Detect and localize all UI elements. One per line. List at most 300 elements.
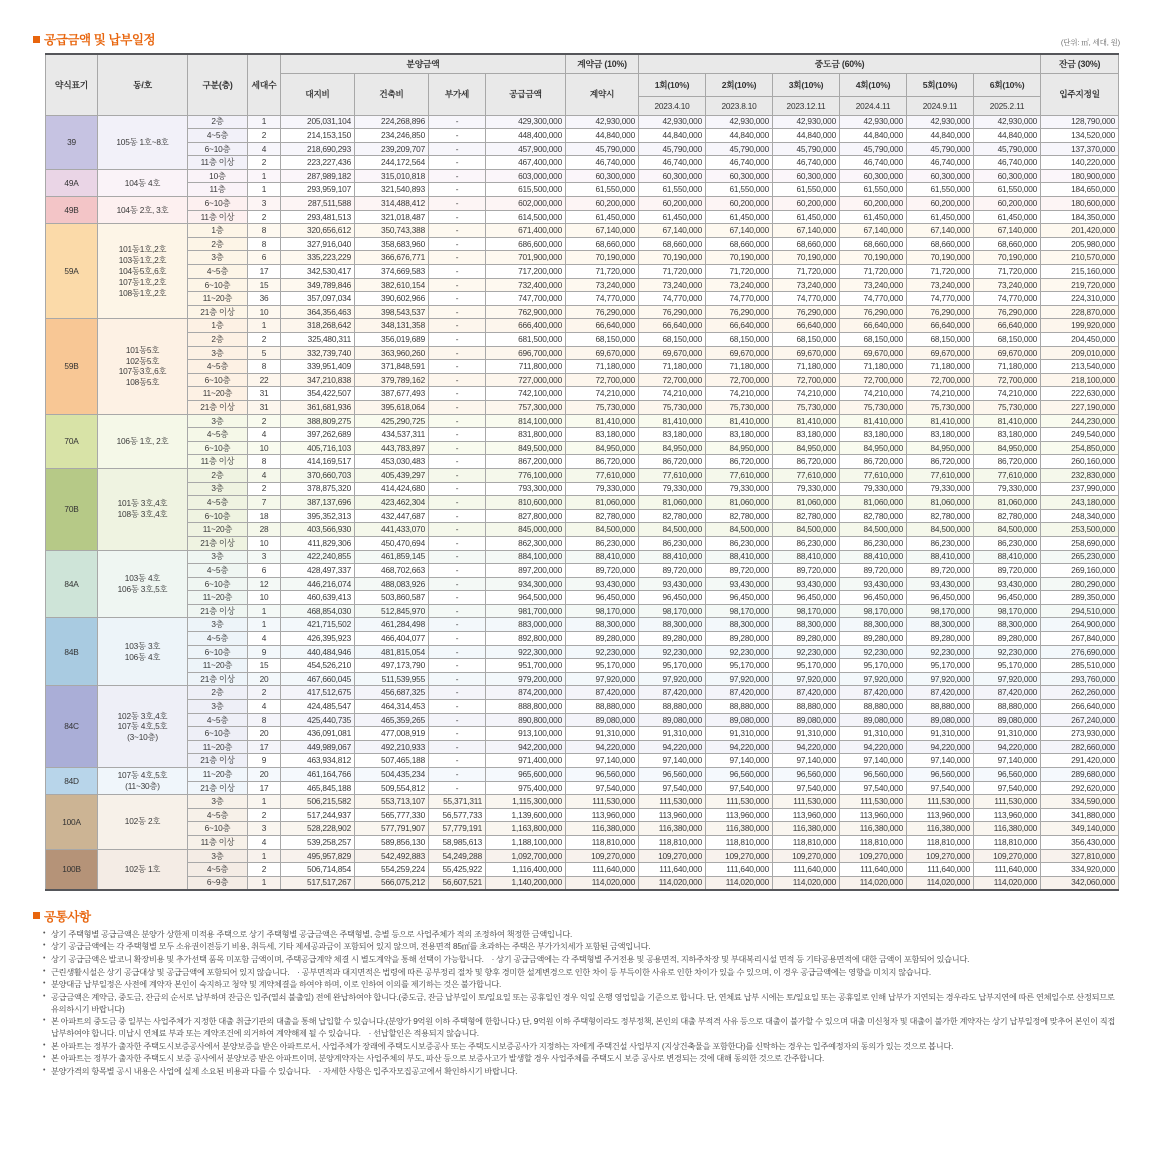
cell-interim-payment-4: 70,190,000 — [840, 251, 907, 265]
col-header-sale-group: 분양금액 — [281, 54, 566, 73]
cell-interim-payment-6: 68,150,000 — [974, 333, 1041, 347]
cell-interim-payment-2: 89,080,000 — [706, 713, 773, 727]
cell-vat: 55,425,922 — [429, 863, 486, 877]
cell-interim-payment-6: 118,810,000 — [974, 835, 1041, 849]
cell-interim-payment-4: 89,720,000 — [840, 564, 907, 578]
cell-balance-payment: 327,810,000 — [1041, 849, 1119, 863]
cell-contract-payment: 86,720,000 — [566, 455, 639, 469]
cell-interim-payment-6: 60,300,000 — [974, 169, 1041, 183]
cell-interim-payment-3: 83,180,000 — [773, 428, 840, 442]
cell-contract-payment: 84,500,000 — [566, 523, 639, 537]
cell-household-count: 10 — [248, 591, 281, 605]
cell-household-count: 9 — [248, 645, 281, 659]
table-row — [46, 808, 1119, 822]
cell-interim-payment-4: 82,780,000 — [840, 509, 907, 523]
cell-interim-payment-6: 93,430,000 — [974, 577, 1041, 591]
cell-interim-payment-1: 81,410,000 — [639, 414, 706, 428]
cell-construction-cost: 371,848,591 — [355, 360, 429, 374]
table-row — [46, 754, 1119, 768]
cell-vat: - — [429, 591, 486, 605]
price-table-wrap — [45, 53, 1120, 891]
table-row — [46, 835, 1119, 849]
cell-supply-price: 732,400,000 — [486, 278, 566, 292]
cell-interim-payment-1: 111,640,000 — [639, 863, 706, 877]
cell-type-label: 49B — [46, 197, 98, 224]
cell-interim-payment-4: 96,560,000 — [840, 768, 907, 782]
cell-interim-payment-6: 42,930,000 — [974, 115, 1041, 129]
table-row — [46, 210, 1119, 224]
cell-interim-payment-4: 83,180,000 — [840, 428, 907, 442]
cell-interim-payment-2: 74,770,000 — [706, 292, 773, 306]
table-row — [46, 672, 1119, 686]
cell-land-cost: 436,091,081 — [281, 727, 355, 741]
cell-land-cost: 403,566,930 — [281, 523, 355, 537]
cell-vat: - — [429, 373, 486, 387]
cell-interim-payment-5: 86,720,000 — [907, 455, 974, 469]
col-header-dongho: 동/호 — [98, 54, 188, 115]
cell-supply-price: 603,000,000 — [486, 169, 566, 183]
cell-interim-payment-1: 84,950,000 — [639, 441, 706, 455]
cell-land-cost: 347,210,838 — [281, 373, 355, 387]
cell-floor-range: 3층 — [188, 482, 248, 496]
cell-interim-payment-6: 46,740,000 — [974, 156, 1041, 170]
cell-interim-payment-6: 111,640,000 — [974, 863, 1041, 877]
cell-interim-payment-1: 74,210,000 — [639, 387, 706, 401]
cell-land-cost: 528,228,902 — [281, 822, 355, 836]
cell-interim-payment-1: 89,080,000 — [639, 713, 706, 727]
cell-balance-payment: 280,290,000 — [1041, 577, 1119, 591]
cell-floor-range: 4~5층 — [188, 129, 248, 143]
cell-floor-range: 11층 이상 — [188, 156, 248, 170]
cell-contract-payment: 61,450,000 — [566, 210, 639, 224]
cell-construction-cost: 348,131,358 — [355, 319, 429, 333]
cell-interim-payment-3: 97,540,000 — [773, 781, 840, 795]
cell-interim-payment-3: 96,450,000 — [773, 591, 840, 605]
cell-interim-payment-4: 84,950,000 — [840, 441, 907, 455]
cell-floor-range: 11~20층 — [188, 523, 248, 537]
cell-supply-price: 696,700,000 — [486, 346, 566, 360]
cell-supply-price: 727,000,000 — [486, 373, 566, 387]
cell-balance-payment: 266,640,000 — [1041, 700, 1119, 714]
table-row — [46, 768, 1119, 782]
cell-land-cost: 223,227,436 — [281, 156, 355, 170]
cell-supply-price: 701,900,000 — [486, 251, 566, 265]
cell-floor-range: 6~10층 — [188, 278, 248, 292]
cell-interim-payment-6: 61,550,000 — [974, 183, 1041, 197]
cell-interim-payment-3: 93,430,000 — [773, 577, 840, 591]
cell-land-cost: 293,481,513 — [281, 210, 355, 224]
cell-land-cost: 332,739,740 — [281, 346, 355, 360]
cell-household-count: 2 — [248, 686, 281, 700]
col-header-vat: 부가세 — [429, 73, 486, 115]
cell-interim-payment-3: 68,150,000 — [773, 333, 840, 347]
cell-supply-price: 747,700,000 — [486, 292, 566, 306]
cell-interim-payment-2: 94,220,000 — [706, 740, 773, 754]
cell-interim-payment-3: 76,290,000 — [773, 305, 840, 319]
cell-supply-price: 793,300,000 — [486, 482, 566, 496]
cell-floor-range: 2층 — [188, 686, 248, 700]
cell-interim-payment-5: 74,770,000 — [907, 292, 974, 306]
cell-balance-payment: 262,260,000 — [1041, 686, 1119, 700]
cell-land-cost: 424,485,547 — [281, 700, 355, 714]
cell-land-cost: 378,875,320 — [281, 482, 355, 496]
cell-type-label: 100B — [46, 849, 98, 890]
cell-supply-price: 448,400,000 — [486, 129, 566, 143]
table-row — [46, 577, 1119, 591]
notes-title — [33, 907, 1120, 925]
cell-floor-range: 6~9층 — [188, 876, 248, 890]
notes-bullet-icon — [33, 912, 40, 919]
cell-supply-price: 762,900,000 — [486, 305, 566, 319]
cell-household-count: 31 — [248, 387, 281, 401]
cell-land-cost: 325,480,311 — [281, 333, 355, 347]
cell-interim-payment-5: 60,300,000 — [907, 169, 974, 183]
cell-interim-payment-3: 95,170,000 — [773, 659, 840, 673]
cell-interim-payment-1: 75,730,000 — [639, 400, 706, 414]
cell-interim-payment-1: 88,880,000 — [639, 700, 706, 714]
cell-household-count: 1 — [248, 604, 281, 618]
cell-interim-payment-2: 111,530,000 — [706, 795, 773, 809]
cell-vat: 56,577,733 — [429, 808, 486, 822]
cell-contract-payment: 75,730,000 — [566, 400, 639, 414]
cell-contract-payment: 81,410,000 — [566, 414, 639, 428]
cell-interim-payment-3: 61,550,000 — [773, 183, 840, 197]
cell-interim-payment-4: 92,230,000 — [840, 645, 907, 659]
cell-household-count: 4 — [248, 700, 281, 714]
cell-vat: 54,249,288 — [429, 849, 486, 863]
cell-interim-payment-1: 61,450,000 — [639, 210, 706, 224]
cell-land-cost: 422,240,855 — [281, 550, 355, 564]
cell-construction-cost: 509,554,812 — [355, 781, 429, 795]
cell-interim-payment-1: 74,770,000 — [639, 292, 706, 306]
cell-supply-price: 757,300,000 — [486, 400, 566, 414]
cell-vat: 58,985,613 — [429, 835, 486, 849]
cell-balance-payment: 267,240,000 — [1041, 713, 1119, 727]
cell-interim-payment-5: 73,240,000 — [907, 278, 974, 292]
cell-interim-payment-1: 86,720,000 — [639, 455, 706, 469]
cell-interim-payment-3: 69,670,000 — [773, 346, 840, 360]
cell-household-count: 9 — [248, 754, 281, 768]
cell-floor-range: 4~5층 — [188, 428, 248, 442]
cell-interim-payment-1: 70,190,000 — [639, 251, 706, 265]
cell-interim-payment-5: 88,300,000 — [907, 618, 974, 632]
cell-interim-payment-4: 60,300,000 — [840, 169, 907, 183]
cell-interim-payment-1: 93,430,000 — [639, 577, 706, 591]
cell-interim-payment-6: 60,200,000 — [974, 197, 1041, 211]
cell-floor-range: 3층 — [188, 795, 248, 809]
cell-interim-payment-6: 109,270,000 — [974, 849, 1041, 863]
cell-interim-payment-1: 61,550,000 — [639, 183, 706, 197]
cell-household-count: 3 — [248, 197, 281, 211]
cell-household-count: 8 — [248, 224, 281, 238]
cell-interim-payment-3: 89,080,000 — [773, 713, 840, 727]
col-header-interim-date-5: 2024.9.11 — [907, 96, 974, 115]
cell-construction-cost: 443,783,897 — [355, 441, 429, 455]
cell-contract-payment: 97,140,000 — [566, 754, 639, 768]
cell-floor-range: 21층 이상 — [188, 672, 248, 686]
cell-balance-payment: 243,180,000 — [1041, 496, 1119, 510]
cell-interim-payment-5: 83,180,000 — [907, 428, 974, 442]
col-header-interim-date-1: 2023.4.10 — [639, 96, 706, 115]
cell-interim-payment-1: 46,740,000 — [639, 156, 706, 170]
cell-land-cost: 440,484,946 — [281, 645, 355, 659]
table-row — [46, 156, 1119, 170]
cell-interim-payment-6: 88,410,000 — [974, 550, 1041, 564]
cell-balance-payment: 184,650,000 — [1041, 183, 1119, 197]
cell-contract-payment: 92,230,000 — [566, 645, 639, 659]
cell-vat: - — [429, 265, 486, 279]
cell-supply-price: 884,100,000 — [486, 550, 566, 564]
cell-interim-payment-6: 86,720,000 — [974, 455, 1041, 469]
cell-interim-payment-4: 96,450,000 — [840, 591, 907, 605]
cell-supply-price: 965,600,000 — [486, 768, 566, 782]
cell-supply-price: 686,600,000 — [486, 237, 566, 251]
notes-title-text: 공통사항 — [44, 909, 91, 924]
cell-balance-payment: 267,840,000 — [1041, 632, 1119, 646]
cell-interim-payment-1: 73,240,000 — [639, 278, 706, 292]
cell-interim-payment-6: 98,170,000 — [974, 604, 1041, 618]
cell-contract-payment: 89,720,000 — [566, 564, 639, 578]
cell-interim-payment-6: 113,960,000 — [974, 808, 1041, 822]
cell-interim-payment-4: 111,640,000 — [840, 863, 907, 877]
table-row — [46, 414, 1119, 428]
cell-contract-payment: 76,290,000 — [566, 305, 639, 319]
cell-interim-payment-6: 79,330,000 — [974, 482, 1041, 496]
cell-household-count: 4 — [248, 142, 281, 156]
cell-interim-payment-2: 76,290,000 — [706, 305, 773, 319]
cell-interim-payment-4: 81,060,000 — [840, 496, 907, 510]
cell-vat: - — [429, 468, 486, 482]
cell-interim-payment-1: 89,720,000 — [639, 564, 706, 578]
cell-household-count: 4 — [248, 632, 281, 646]
cell-interim-payment-5: 95,170,000 — [907, 659, 974, 673]
cell-interim-payment-4: 89,280,000 — [840, 632, 907, 646]
cell-interim-payment-6: 84,950,000 — [974, 441, 1041, 455]
cell-floor-range: 1층 — [188, 319, 248, 333]
cell-balance-payment: 137,370,000 — [1041, 142, 1119, 156]
cell-household-count: 2 — [248, 129, 281, 143]
cell-floor-range: 3층 — [188, 618, 248, 632]
cell-land-cost: 467,660,045 — [281, 672, 355, 686]
cell-land-cost: 428,497,337 — [281, 564, 355, 578]
cell-type-label: 59A — [46, 224, 98, 319]
cell-contract-payment: 68,660,000 — [566, 237, 639, 251]
cell-supply-price: 1,163,800,000 — [486, 822, 566, 836]
cell-interim-payment-3: 118,810,000 — [773, 835, 840, 849]
cell-construction-cost: 512,845,970 — [355, 604, 429, 618]
cell-floor-range: 11~20층 — [188, 387, 248, 401]
table-row — [46, 659, 1119, 673]
cell-floor-range: 11층 이상 — [188, 210, 248, 224]
cell-supply-price: 975,400,000 — [486, 781, 566, 795]
table-row — [46, 441, 1119, 455]
cell-land-cost: 214,153,150 — [281, 129, 355, 143]
cell-vat: - — [429, 129, 486, 143]
cell-interim-payment-1: 89,280,000 — [639, 632, 706, 646]
cell-household-count: 10 — [248, 536, 281, 550]
cell-balance-payment: 285,510,000 — [1041, 659, 1119, 673]
cell-floor-range: 1층 — [188, 224, 248, 238]
col-header-interim-1: 1회(10%) — [639, 73, 706, 96]
cell-type-label: 49A — [46, 169, 98, 196]
cell-supply-price: 1,188,100,000 — [486, 835, 566, 849]
cell-supply-price: 888,800,000 — [486, 700, 566, 714]
table-row — [46, 496, 1119, 510]
note-item: • 상기 주택형별 공급금액은 분양가 상한제 미적용 주택으로 상기 주택형별 공급금액은 주택형별, 층별 등으로 사업주체가 적의 조정하여 책정한 금액입니다. — [43, 929, 1120, 941]
cell-contract-payment: 71,180,000 — [566, 360, 639, 374]
cell-household-count: 6 — [248, 251, 281, 265]
cell-construction-cost: 395,618,064 — [355, 400, 429, 414]
cell-contract-payment: 91,310,000 — [566, 727, 639, 741]
cell-interim-payment-4: 61,550,000 — [840, 183, 907, 197]
cell-contract-payment: 89,280,000 — [566, 632, 639, 646]
cell-contract-payment: 67,140,000 — [566, 224, 639, 238]
cell-interim-payment-4: 97,140,000 — [840, 754, 907, 768]
cell-construction-cost: 314,488,412 — [355, 197, 429, 211]
cell-supply-price: 671,400,000 — [486, 224, 566, 238]
cell-supply-price: 1,140,200,000 — [486, 876, 566, 890]
cell-land-cost: 339,951,409 — [281, 360, 355, 374]
cell-interim-payment-6: 82,780,000 — [974, 509, 1041, 523]
cell-interim-payment-6: 81,410,000 — [974, 414, 1041, 428]
col-header-interim-5: 5회(10%) — [907, 73, 974, 96]
cell-interim-payment-3: 92,230,000 — [773, 645, 840, 659]
cell-interim-payment-3: 87,420,000 — [773, 686, 840, 700]
cell-balance-payment: 292,620,000 — [1041, 781, 1119, 795]
cell-interim-payment-6: 88,880,000 — [974, 700, 1041, 714]
cell-vat: - — [429, 536, 486, 550]
cell-interim-payment-4: 71,180,000 — [840, 360, 907, 374]
cell-contract-payment: 94,220,000 — [566, 740, 639, 754]
cell-land-cost: 460,639,413 — [281, 591, 355, 605]
cell-contract-payment: 60,300,000 — [566, 169, 639, 183]
cell-interim-payment-2: 73,240,000 — [706, 278, 773, 292]
cell-interim-payment-1: 45,790,000 — [639, 142, 706, 156]
cell-household-count: 17 — [248, 740, 281, 754]
cell-interim-payment-2: 77,610,000 — [706, 468, 773, 482]
cell-construction-cost: 554,259,224 — [355, 863, 429, 877]
cell-interim-payment-2: 111,640,000 — [706, 863, 773, 877]
cell-interim-payment-4: 86,230,000 — [840, 536, 907, 550]
cell-interim-payment-4: 67,140,000 — [840, 224, 907, 238]
cell-interim-payment-6: 45,790,000 — [974, 142, 1041, 156]
cell-household-count: 7 — [248, 496, 281, 510]
cell-interim-payment-1: 96,450,000 — [639, 591, 706, 605]
cell-interim-payment-5: 111,530,000 — [907, 795, 974, 809]
cell-balance-payment: 228,870,000 — [1041, 305, 1119, 319]
cell-contract-payment: 82,780,000 — [566, 509, 639, 523]
cell-balance-payment: 248,340,000 — [1041, 509, 1119, 523]
table-row — [46, 292, 1119, 306]
cell-interim-payment-5: 92,230,000 — [907, 645, 974, 659]
cell-supply-price: 867,200,000 — [486, 455, 566, 469]
cell-interim-payment-2: 82,780,000 — [706, 509, 773, 523]
cell-land-cost: 405,716,103 — [281, 441, 355, 455]
cell-household-count: 1 — [248, 618, 281, 632]
cell-household-count: 2 — [248, 156, 281, 170]
cell-vat: 57,779,191 — [429, 822, 486, 836]
cell-interim-payment-1: 72,700,000 — [639, 373, 706, 387]
cell-construction-cost: 244,172,564 — [355, 156, 429, 170]
table-row — [46, 169, 1119, 183]
cell-construction-cost: 434,537,311 — [355, 428, 429, 442]
cell-interim-payment-4: 91,310,000 — [840, 727, 907, 741]
cell-construction-cost: 321,540,893 — [355, 183, 429, 197]
cell-interim-payment-6: 95,170,000 — [974, 659, 1041, 673]
cell-interim-payment-4: 97,540,000 — [840, 781, 907, 795]
cell-construction-cost: 239,209,707 — [355, 142, 429, 156]
cell-construction-cost: 382,610,154 — [355, 278, 429, 292]
cell-interim-payment-4: 118,810,000 — [840, 835, 907, 849]
cell-supply-price: 615,500,000 — [486, 183, 566, 197]
cell-interim-payment-2: 84,950,000 — [706, 441, 773, 455]
notes-section — [33, 907, 1120, 1078]
col-header-interim-date-6: 2025.2.11 — [974, 96, 1041, 115]
cell-contract-payment: 97,540,000 — [566, 781, 639, 795]
cell-construction-cost: 450,470,694 — [355, 536, 429, 550]
cell-land-cost: 463,934,812 — [281, 754, 355, 768]
cell-supply-price: 681,500,000 — [486, 333, 566, 347]
cell-interim-payment-3: 45,790,000 — [773, 142, 840, 156]
cell-interim-payment-3: 86,720,000 — [773, 455, 840, 469]
cell-interim-payment-6: 81,060,000 — [974, 496, 1041, 510]
cell-construction-cost: 492,210,933 — [355, 740, 429, 754]
table-row — [46, 265, 1119, 279]
cell-supply-price: 1,116,400,000 — [486, 863, 566, 877]
cell-floor-range: 4~5층 — [188, 496, 248, 510]
cell-household-count: 1 — [248, 849, 281, 863]
cell-interim-payment-1: 91,310,000 — [639, 727, 706, 741]
cell-interim-payment-2: 75,730,000 — [706, 400, 773, 414]
cell-floor-range: 21층 이상 — [188, 604, 248, 618]
cell-supply-price: 776,100,000 — [486, 468, 566, 482]
cell-supply-price: 467,400,000 — [486, 156, 566, 170]
cell-interim-payment-4: 72,700,000 — [840, 373, 907, 387]
cell-type-label: 84B — [46, 618, 98, 686]
cell-land-cost: 320,656,612 — [281, 224, 355, 238]
cell-interim-payment-2: 88,300,000 — [706, 618, 773, 632]
note-item: • 상기 공급금액은 발코니 확장비용 및 추가선택 품목 미포함 금액이며, 주택공급계약 체결 시 별도계약을 통해 선택이 가능합니다. · 상기 공급금액에는 각 주택형별 주거전용 및 공용면적, 지하주차장 및 부대복리시설 면적 등 기타공용면적에 대한 금액이 포함되어 있습니다. — [43, 954, 1120, 966]
cell-interim-payment-6: 97,140,000 — [974, 754, 1041, 768]
cell-supply-price: 1,139,600,000 — [486, 808, 566, 822]
cell-supply-price: 810,600,000 — [486, 496, 566, 510]
cell-interim-payment-2: 86,230,000 — [706, 536, 773, 550]
cell-vat: - — [429, 333, 486, 347]
cell-interim-payment-1: 68,150,000 — [639, 333, 706, 347]
cell-dong-ho: 101동5호 102동5호 107동3호,6호 108동5호 — [98, 319, 188, 414]
cell-contract-payment: 77,610,000 — [566, 468, 639, 482]
cell-balance-payment: 219,720,000 — [1041, 278, 1119, 292]
cell-contract-payment: 98,170,000 — [566, 604, 639, 618]
cell-land-cost: 461,164,766 — [281, 768, 355, 782]
col-header-contract-group: 계약금 (10%) — [566, 54, 639, 73]
cell-interim-payment-5: 81,060,000 — [907, 496, 974, 510]
cell-dong-ho: 102동 1호 — [98, 849, 188, 890]
cell-land-cost: 395,352,313 — [281, 509, 355, 523]
table-row — [46, 618, 1119, 632]
cell-construction-cost: 456,687,325 — [355, 686, 429, 700]
cell-interim-payment-3: 89,720,000 — [773, 564, 840, 578]
cell-land-cost: 517,244,937 — [281, 808, 355, 822]
cell-contract-payment: 109,270,000 — [566, 849, 639, 863]
cell-interim-payment-3: 66,640,000 — [773, 319, 840, 333]
cell-balance-payment: 204,450,000 — [1041, 333, 1119, 347]
col-header-type: 약식표기 — [46, 54, 98, 115]
cell-floor-range: 6~10층 — [188, 142, 248, 156]
cell-balance-payment: 244,230,000 — [1041, 414, 1119, 428]
cell-vat: - — [429, 672, 486, 686]
cell-land-cost: 387,137,696 — [281, 496, 355, 510]
